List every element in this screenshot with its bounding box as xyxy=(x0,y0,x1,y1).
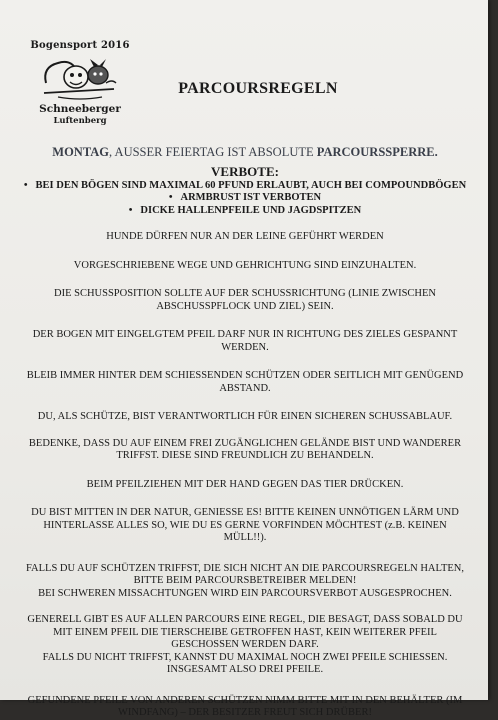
closure-notice xyxy=(20,145,470,160)
report-block xyxy=(22,563,468,601)
rule-responsibility: DU, ALS SCHÜTZE, BIST VERANTWORTLICH FÜR EINEN SICHEREN SCHUSSABLAUF. xyxy=(37,411,453,422)
rule-dogs: HUNDE DÜRFEN NUR AN DER LEINE GEFÜHRT WERDEN xyxy=(106,231,384,242)
rule-arrow-pulling: BEIM PFEILZIEHEN MIT DER HAND GEGEN DAS TIER DRÜCKEN. xyxy=(86,478,404,490)
arrow-limit-line: FALLS DU NICHT TRIFFST, KANNST DU MAXIMAL NOCH ZWEI PFEILE SCHIESSEN. INSGESAMT ALSO DREI PFEILE. xyxy=(42,651,448,675)
rule-draw-direction: DER BOGEN MIT EINGELGTEM PFEIL DARF NUR IN RICHTUNG DES ZIELES GESPANNT WERDEN. xyxy=(32,329,458,353)
rule-shooting-position: DIE SCHUSSPOSITION SOLLTE AUF DER SCHUSSRICHTUNG (LINIE ZWISCHEN ABSCHUSSPFLOCK UND ZIEL) SEIN. xyxy=(53,288,436,312)
general-rule-line: GENERELL GIBT ES AUF ALLEN PARCOURS EINE REGEL, DIE BESAGT, DASS SOBALD DU MIT EINEM PFEIL DIE TIERSCHEIBE GETROFFEN HAST, KEIN WEITERER PFEIL GESCHOSSEN WERDEN DARF. xyxy=(27,614,463,650)
rule-nature: DU BIST MITTEN IN DER NATUR, GENIESSE ES! BITTE KEINEN UNNÖTIGEN LÄRM UND HINTERLASSE ALLES SO, WIE DU ES GERNE VORFINDEN MÖCHTEST (z.B. KEINEN MÜLL!!). xyxy=(31,507,459,543)
rule-hikers: BEDENKE, DASS DU AUF EINEM FREI ZUGÄNGLICHEN GELÄNDE BIST UND WANDERER TRIFFST. DIESE SIND FREUNDLICH ZU BEHANDELN. xyxy=(28,437,462,461)
closure-day: MONTAG xyxy=(52,145,109,159)
verbote-item: • ARMBRUST IST VERBOTEN xyxy=(22,192,468,205)
verbote-list xyxy=(22,180,468,218)
verbote-heading: VERBOTE: xyxy=(211,164,279,179)
ban-line: BEI SCHWEREN MISSACHTUNGEN WIRD EIN PARCOURSVERBOT AUSGESPROCHEN. xyxy=(38,587,452,599)
rule-stay-behind: BLEIB IMMER HINTER DEM SCHIESSENDEN SCHÜTZEN ODER SEITLICH MIT GENÜGEND ABSTAND. xyxy=(26,370,464,394)
general-rule-block xyxy=(22,614,468,677)
rules-content xyxy=(22,166,468,720)
verbote-item: • BEI DEN BÖGEN SIND MAXIMAL 60 PFUND ERLAUBT, AUCH BEI COMPOUNDBÖGEN xyxy=(22,180,468,193)
logo-year-text: Bogensport 2016 xyxy=(30,40,130,51)
logo-club-name: Schneeberger xyxy=(39,103,121,115)
closure-middle: , AUSSER FEIERTAG IST ABSOLUTE xyxy=(108,145,317,159)
found-arrows-rule: GEFUNDENE PFEILE VON ANDEREN SCHÜTZEN NIMM BITTE MIT IN DEN BEHÄLTER (IM WINDFANG) – DER BESITZER FREUT SICH DRÜBER! xyxy=(27,694,463,718)
page-title: PARCOURSREGELN xyxy=(178,80,338,97)
archer-mascot-icon xyxy=(40,53,120,103)
rule-paths: VORGESCHRIEBENE WEGE UND GEHRICHTUNG SIND EINZUHALTEN. xyxy=(73,259,417,271)
club-logo xyxy=(30,38,130,138)
closure-suffix: PARCOURSSPERRE. xyxy=(316,145,438,159)
logo-town: Luftenberg xyxy=(53,116,107,126)
verbote-item: • DICKE HALLENPFEILE UND JAGDSPITZEN xyxy=(22,205,468,218)
report-line: FALLS DU AUF SCHÜTZEN TRIFFST, DIE SICH NICHT AN DIE PARCOURSREGELN HALTEN, BITTE BEIM PARCOURSBETREIBER MELDEN! xyxy=(25,562,465,586)
